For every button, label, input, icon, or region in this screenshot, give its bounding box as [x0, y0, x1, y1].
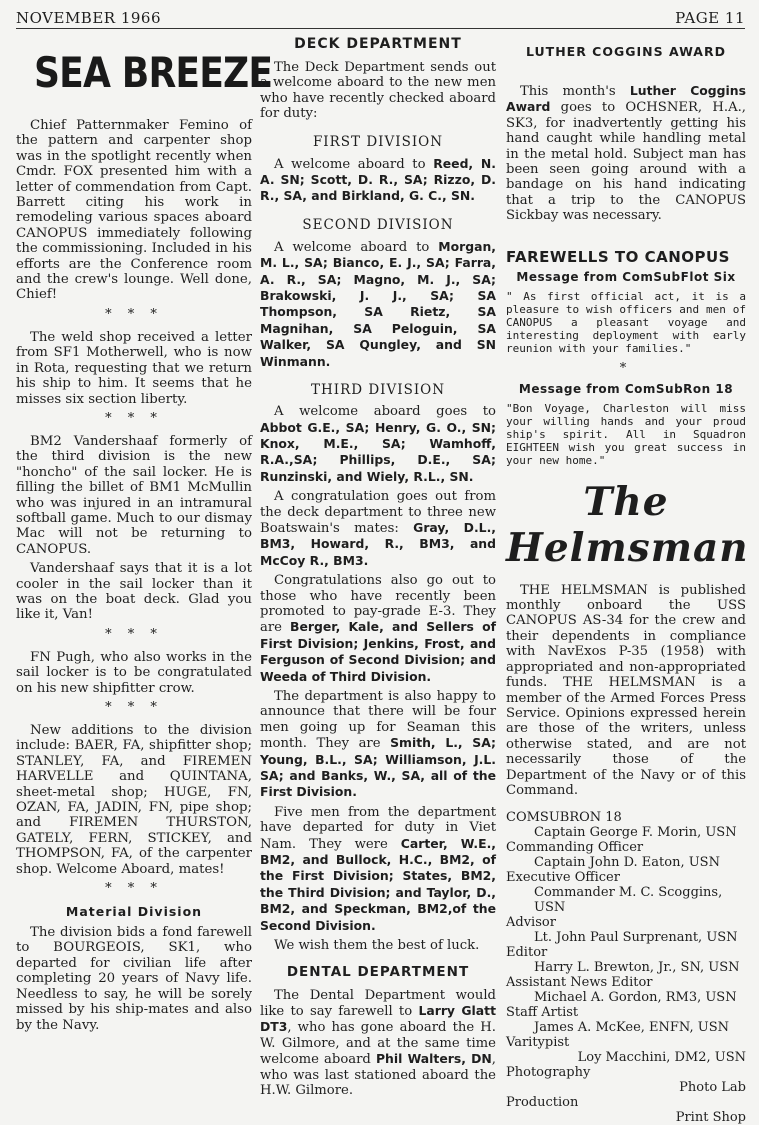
staff-line: Harry L. Brewton, Jr., SN, USN: [534, 960, 740, 976]
paragraph-new-additions: New additions to the division include: BAER, FA, shipfitter shop; STANLEY, FA, and FIREMEN HARVELLE and QUINTANA, sheet-metal shop; HUGE, FN, OZAN, FA, JADIN, FN, pipe shop; and FIREMEN THURSTON, GATELY, FERN, STICKEY, and THOMPSON, FA, of the carpenter shop. Welcome Aboard, mates!: [16, 723, 252, 877]
paragraph-pugh: FN Pugh, who also works in the sail locker is to be congratulated on his new shipfitter crow.: [16, 649, 252, 696]
staff-line: Assistant News Editor: [506, 975, 653, 991]
paragraph-sail-locker: Vandershaaf says that it is a lot cooler in the sail locker than it was on the boat deck. Glad you like it, Van!: [16, 561, 252, 623]
best-of-luck: We wish them the best of luck.: [274, 938, 480, 954]
second-division-heading: SECOND DIVISION: [302, 216, 454, 233]
staff-line: Photography: [506, 1065, 591, 1081]
staff-line: Editor: [506, 945, 548, 961]
helmsman-title: The Helmsman: [506, 478, 749, 571]
paragraph-weld-shop: The weld shop received a letter from SF1 Motherwell, who is now in Rota, requesting that we return his ship to him. It seems that he misses six section liberty.: [16, 329, 252, 407]
third-division-text: A welcome aboard goes to Abbot G.E., SA; Henry, G. O., SN; Knox, M.E., SA; Wamhoff, R.A.,SA; Phillips, D.E., SA; Runzinski, and Wiely, R.L., SN.: [260, 404, 496, 484]
comsubron-heading: Message from ComSubRon 18: [518, 381, 734, 396]
sea-breeze-masthead: SEA BREEZE: [34, 48, 273, 97]
staff-line: Michael A. Gordon, RM3, USN: [534, 990, 737, 1006]
promotion-congrats: Congratulations also go out to those who have recently been promoted to pay-grade E-3. They are Berger, Kale, and Sellers of First Division; Jenkins, Frost, and Ferguson of Second Division; and Weeda of Third Division.: [260, 573, 496, 684]
staff-line: Captain George F. Morin, USN: [534, 825, 737, 841]
dental-name-glatt: Larry Glatt DT3: [260, 1002, 497, 1035]
staff-line: James A. McKee, ENFN, USN: [534, 1020, 729, 1036]
column-right: [506, 34, 749, 1125]
first-division-names: Reed, N. A. SN; Scott, D. R., SA; Rizzo, D. R., SA, and Birkland, G. C., SN.: [260, 155, 496, 204]
page-number: PAGE 11: [675, 9, 745, 27]
staff-line: COMSUBRON 18: [506, 810, 622, 826]
staff-list: [506, 810, 746, 1125]
staff-line: Varitypist: [506, 1035, 570, 1051]
staff-line: Executive Officer: [506, 870, 620, 886]
dental-department-heading: DENTAL DEPARTMENT: [286, 963, 470, 980]
staff-line: Loy Macchini, DM2, USN: [577, 1050, 746, 1066]
award-text: This month's Luther Coggins Award goes to OCHSNER, H.A., SK3, for inadvertently getting his hand caught while handling metal in the metal hold. Subject man has been seen going around with a bandage on his hand indicating that a trip to the CANOPUS Sickbay was necessary.: [506, 83, 746, 224]
section-stars: * * *: [105, 410, 163, 426]
section-stars: * * *: [105, 306, 163, 322]
staff-line: Commander M. C. Scoggins, USN: [534, 885, 723, 916]
dental-text: The Dental Department would like to say farewell to Larry Glatt DT3, who has gone aboard the H. W. Gilmore, and at the same time welcome aboard Phil Walters, DN, who was last stationed aboard the H.W. Gilmore.: [260, 987, 497, 1098]
third-division-heading: THIRD DIVISION: [310, 382, 446, 399]
farewells-heading: FAREWELLS TO CANOPUS: [506, 247, 730, 266]
section-stars: * * *: [105, 626, 163, 642]
comsubflot-heading: Message from ComSubFlot Six: [516, 269, 736, 284]
promotion-names: Berger, Kale, and Sellers of First Division; Jenkins, Frost, and Ferguson of Second Division; and Weeda of Third Division.: [260, 619, 496, 684]
staff-line: Photo Lab: [679, 1080, 746, 1096]
staff-line: Commanding Officer: [506, 840, 644, 856]
second-division-text: A welcome aboard to Morgan, M. L., SA; Bianco, E. J., SA; Farra, A. R., SA; Magno, M. J., SA; Brakowski, J. J., SA; SA Thompson, SA Rietz, SA Magnihan, SA Peloguin, SA Walker, SA Qungley, and SN Winmann.: [260, 238, 496, 369]
issue-date: NOVEMBER 1966: [16, 9, 162, 27]
award-block: [506, 83, 746, 224]
section-stars: * * *: [105, 700, 163, 715]
staff-line: Captain John D. Eaton, USN: [534, 855, 720, 871]
second-division-names: Morgan, M. L., SA; Bianco, E. J., SA; Farra, A. R., SA; Magno, M. J., SA; Brakowski, J. J., SA; SA Thompson, SA Rietz, SA Magnihan, SA Peloguin, SA Walker, SA Qungley, and SN Winmann.: [260, 238, 496, 369]
column-deck-department: [260, 34, 497, 1098]
staff-line: Advisor: [506, 915, 556, 931]
helmsman-statement: THE HELMSMAN is published monthly onboard the USS CANOPUS AS-34 for the crew and their dependents in compliance with NavExos P-35 (1958) with appropriated and non-appropriated funds. THE HELMSMAN is a member of the Armed Forces Press Service. Opinions expressed herein are those of the writers, unless otherwise stated, and are not necessarily those of the Department of the Navy or of this Command.: [506, 582, 746, 798]
staff-line: Print Shop: [675, 1110, 746, 1125]
boatswain-congrats: A congratulation goes out from the deck department to three new Boatswain's mates: Gray, D.L., BM3, Howard, R., BM3, and McCoy R., BM3.: [260, 489, 496, 568]
staff-line: Staff Artist: [506, 1005, 579, 1021]
paragraph-vandershaaf: BM2 Vandershaaf formerly of the third division is the new "honcho" of the sail locker. He is filling the billet of BM1 McMullin who was injured in an intramural softball game. Much to our dismay Mac will not be returning to CANOPUS.: [16, 433, 252, 557]
seaman-names: Smith, L., SA; Young, B.L., SA; Williamson, J.L. SA; and Banks, W., SA, all of the First Division.: [260, 735, 496, 800]
third-division-names: Abbot G.E., SA; Henry, G. O., SN; Knox, M.E., SA; Wamhoff, R.A.,SA; Phillips, D.E., SA; Runzinski, and Wiely, R.L., SN.: [260, 419, 496, 484]
staff-line: Lt. John Paul Surprenant, USN: [534, 930, 738, 946]
staff-line: Production: [506, 1095, 579, 1111]
deck-department-heading: DECK DEPARTMENT: [294, 36, 462, 52]
column-sea-breeze: [16, 34, 273, 1033]
luther-coggins-heading: LUTHER COGGINS AWARD: [526, 44, 726, 59]
page-header: [16, 8, 745, 29]
seaman-announcement: The department is also happy to announce that there will be four men going up for Seaman this month. They are Smith, L., SA; Young, B.L., SA; Williamson, J.L. SA; and Banks, W., SA, all of the First Division.: [260, 689, 496, 800]
section-stars: * * *: [105, 881, 163, 897]
dental-name-walters: Phil Walters, DN: [375, 1051, 492, 1067]
vietnam-names: Carter, W.E., BM2, and Bullock, H.C., BM2, of the First Division; States, BM2, the Third Division; and Taylor, D., BM2, and Speckman, BM2,of the Second Division.: [260, 835, 496, 933]
vietnam-departures: Five men from the department have departed for duty in Viet Nam. They were Carter, W.E., BM2, and Bullock, H.C., BM2, of the First Division; States, BM2, the Third Division; and Taylor, D., BM2, and Speckman, BM2,of the Second Division.: [260, 804, 496, 933]
message-separator-star: *: [619, 360, 633, 376]
comsubron-message: "Bon Voyage, Charleston will miss your willing hands and your proud ship's spirit. All in Squadron EIGHTEEN wish you great success in your new home.": [506, 401, 746, 467]
deck-intro: The Deck Department sends out a welcome aboard to the new men who have recently checked aboard for duty:: [260, 60, 496, 122]
comsubflot-message: " As first official act, it is a pleasure to wish officers and men of CANOPUS a pleasant voyage and interesting deployment with early reunion with your families.": [506, 289, 746, 355]
paragraph-femino: Chief Patternmaker Femino of the pattern and carpenter shop was in the spotlight recently when Cmdr. FOX presented him with a letter of commendation from Capt. Barrett citing his work in remodeling various spaces aboard CANOPUS immediately following the commissioning. Included in his efforts are the Conference room and the crew's lounge. Well done, Chief!: [16, 118, 252, 303]
material-division-heading: Material Division: [65, 904, 203, 920]
first-division-heading: FIRST DIVISION: [312, 133, 444, 150]
award-name: Luther Coggins Award: [506, 83, 746, 115]
first-division-text: A welcome aboard to Reed, N. A. SN; Scott, D. R., SA; Rizzo, D. R., SA, and Birkland, G. C., SN.: [260, 155, 496, 204]
boatswain-names: Gray, D.L., BM3, Howard, R., BM3, and McCoy R., BM3.: [260, 519, 496, 568]
paragraph-bourgeois: The division bids a fond farewell to BOURGEOIS, SK1, who departed for civilian life after completing 20 years of Navy life. Needless to say, he will be sorely missed by his ship-mates and also by the Navy.: [16, 925, 252, 1033]
